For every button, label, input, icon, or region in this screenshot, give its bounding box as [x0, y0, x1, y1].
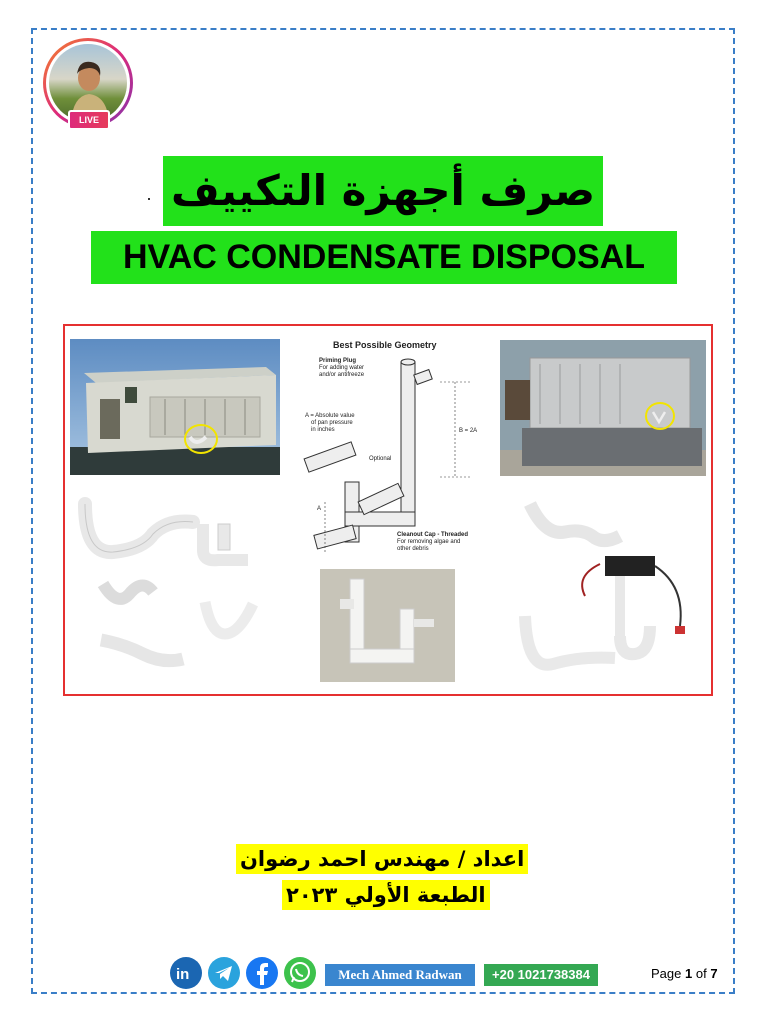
telegram-icon[interactable]	[208, 957, 240, 989]
page-number: Page 1 of 7	[651, 966, 718, 981]
profile-avatar[interactable]	[43, 38, 133, 128]
svg-text:in: in	[176, 966, 190, 983]
svg-text:of pan pressure: of pan pressure	[311, 420, 353, 426]
phone-number-tag[interactable]: +20 1021738384	[484, 964, 598, 986]
optional-label: Optional	[369, 456, 392, 462]
author-name-tag[interactable]: Mech Ahmed Radwan	[325, 964, 475, 986]
pipe-fittings-right	[505, 486, 710, 681]
facebook-icon[interactable]	[246, 957, 278, 989]
page-title-arabic: صرف أجهزة التكييف	[163, 156, 603, 226]
page-title-english: HVAC CONDENSATE DISPOSAL	[91, 231, 677, 284]
priming-plug-label: Priming Plug	[319, 358, 357, 364]
a-label: A = Absolute value	[305, 413, 355, 419]
author-credit: اعداد / مهندس احمد رضوان	[236, 844, 528, 874]
a-short-label: A	[317, 506, 322, 512]
svg-text:For adding water: For adding water	[319, 365, 365, 371]
live-badge: LIVE	[68, 110, 110, 130]
svg-text:other debris: other debris	[397, 546, 429, 552]
svg-text:and/or antifreeze: and/or antifreeze	[319, 372, 365, 378]
pvc-trap-photo	[320, 569, 455, 682]
rooftop-unit-photo-left	[70, 339, 280, 475]
trap-geometry-diagram	[285, 332, 500, 562]
figure-collage	[63, 324, 713, 696]
diagram-heading: Best Possible Geometry	[333, 340, 437, 350]
b-label: B = 2A	[459, 428, 478, 434]
cleanout-label: Cleanout Cap - Threaded	[397, 532, 469, 538]
pipe-fittings-left	[73, 494, 268, 684]
decorative-dot	[148, 198, 150, 200]
rooftop-unit-photo-right	[500, 340, 706, 476]
svg-text:For removing algae and: For removing algae and	[397, 539, 461, 545]
whatsapp-icon[interactable]	[284, 957, 316, 989]
edition-label: الطبعة الأولي ٢٠٢٣	[282, 880, 490, 910]
linkedin-icon[interactable]	[170, 957, 202, 989]
svg-text:in inches: in inches	[311, 427, 335, 433]
